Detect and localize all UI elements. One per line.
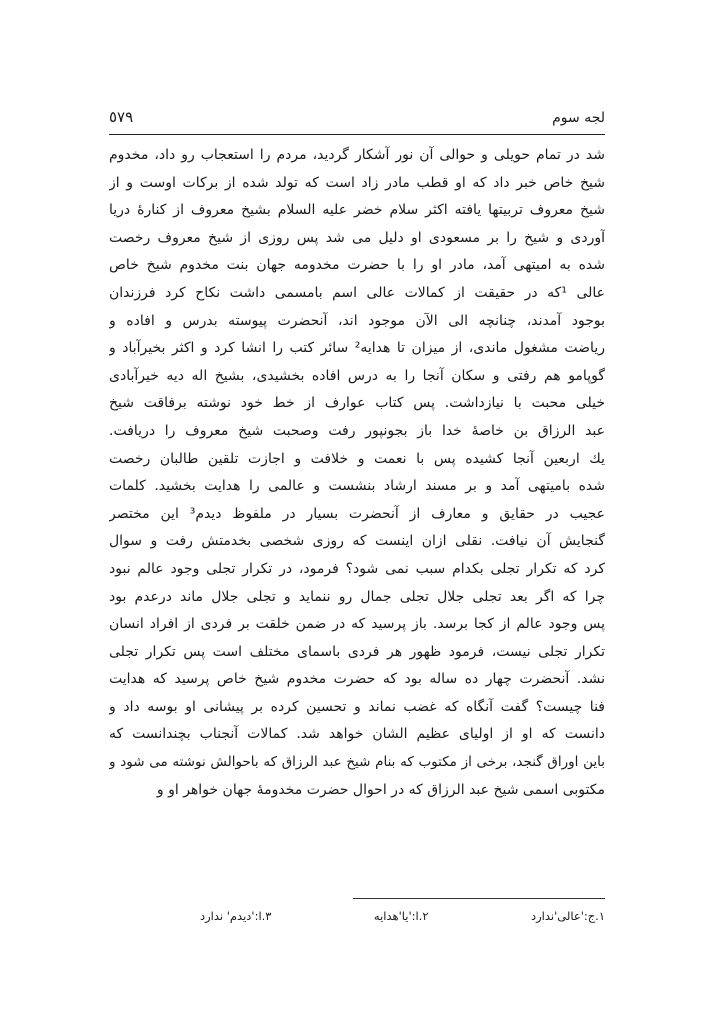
footnote-1: ١.ج:'عالی'ندارد [530,909,605,923]
text-line: باین اوراق گنجد، برخی از مکتوب که بنام شیخ عبد الرزاق که باحوالش نوشته می شود و [109,754,605,771]
chapter-title: لجه سوم [552,110,605,126]
page-number: ٥٧٩ [109,108,134,126]
text-line: گوپامو هم رفتی و سکان آنجا را به درس افاده بخشیدی، بشیخ اله دیه خیرآبادی [109,367,605,384]
text-line: آوردی و شیخ را بر مسعودی او دلیل می شد پس روزی از شیخ معروف رخصت [109,229,605,246]
text-line: نشد. آنحضرت چهار ده ساله بود که حضرت مخدوم شیخ خاص پرسید که هدایت [109,671,605,688]
page-header [109,108,605,132]
text-line: کرد که تکرار تجلی بکدام سبب نمی شود؟ فرمود، در تکرار تجلی وجود عالم نبود [109,560,605,577]
footnote-2: ٢.ا:'یا'هدایه [373,909,429,923]
text-line: فنا چیست؟ گفت آنگاه که غضب نماند و تحسین کرده بر پیشانی او بوسه داد و [109,698,605,715]
footnotes [200,909,605,929]
footnote-rule [353,898,605,899]
text-line: یك اربعین آنجا کشیده پس با نعمت و خلافت و اجازت تلقین طالبان رخصت [109,450,605,467]
text-line: بوجود آمدند، چنانچه الی الآن موجود اند، آنحضرت پیوسته بدرس و افاده و [109,312,605,329]
text-line: مکتوبی اسمی شیخ عبد الرزاق که در احوال حضرت مخدومهٔ جهان خواهر او و [156,781,605,798]
text-line: شیخ معروف تربیتها یافته اکثر سلام خضر علیه السلام بشیخ معروف از کنارهٔ دریا [109,202,605,219]
text-line: عالی ¹که در حقیقت از کمالات عالی اسم بامسمی داشت نکاح کرد فرزندان [109,284,605,301]
text-line: ریاضت مشغول ماندی، از میزان تا هدایه² سائر کتب را انشا کرد و اکثر بخیرآباد و [109,340,605,357]
text-line: گنجایش آن نیافت. نقلی ازان اینست که روزی شخصی بخدمتش رفت و سوال [109,533,605,550]
body-text [109,142,605,804]
text-line: شیخ خاص خبر داد که او قطب مادر زاد است که تولد شده از برکات اوست و از [109,174,605,191]
text-line: شده به امیتهی آمد، مادر او را با حضرت مخدومه جهان بنت مخدوم شیخ خاص [109,257,605,274]
text-line: شده بامیتهی آمد و بر مسند ارشاد بنشست و عالمی را هدایت بخشید. کلمات [109,478,605,495]
text-line: دانست که او از اولیای عظیم الشان خواهد شد. کمالات آنجناب بچندانست که [109,726,605,743]
header-rule [109,134,605,135]
footnote-3: ٣.ا:'دیدم' ندارد [200,909,272,923]
text-line: عبد الرزاق بن خاصهٔ خدا باز بجونپور رفت وصحبت شیخ معروف را دریافت. [109,422,605,439]
text-line: تکرار تجلی نیست، فرمود ظهور هر فردی باسمای مختلف است پس تکرار تجلی [109,643,605,660]
text-line: شد در تمام حویلی و حوالی آن نور آشکار گردید، مردم را استعجاب رو داد، مخدوم [109,147,605,163]
text-line: چرا که اگر بعد تجلی جلال تجلی جمال رو ننماید و تجلی جلال ماند درعدم بود [109,588,605,605]
text-line: پس وجود عالم از کجا برسد. باز پرسید که در ضمن خلقت بر فردی از افراد انسان [109,616,605,633]
text-line: عجیب در حقایق و معارف از آنحضرت بسیار در ملفوظ دیدم³ این مختصر [109,505,605,522]
text-line: خیلی محبت با نیازداشت. پس کتاب عوارف از خط خود نوشته برفاقت شیخ [109,395,605,412]
